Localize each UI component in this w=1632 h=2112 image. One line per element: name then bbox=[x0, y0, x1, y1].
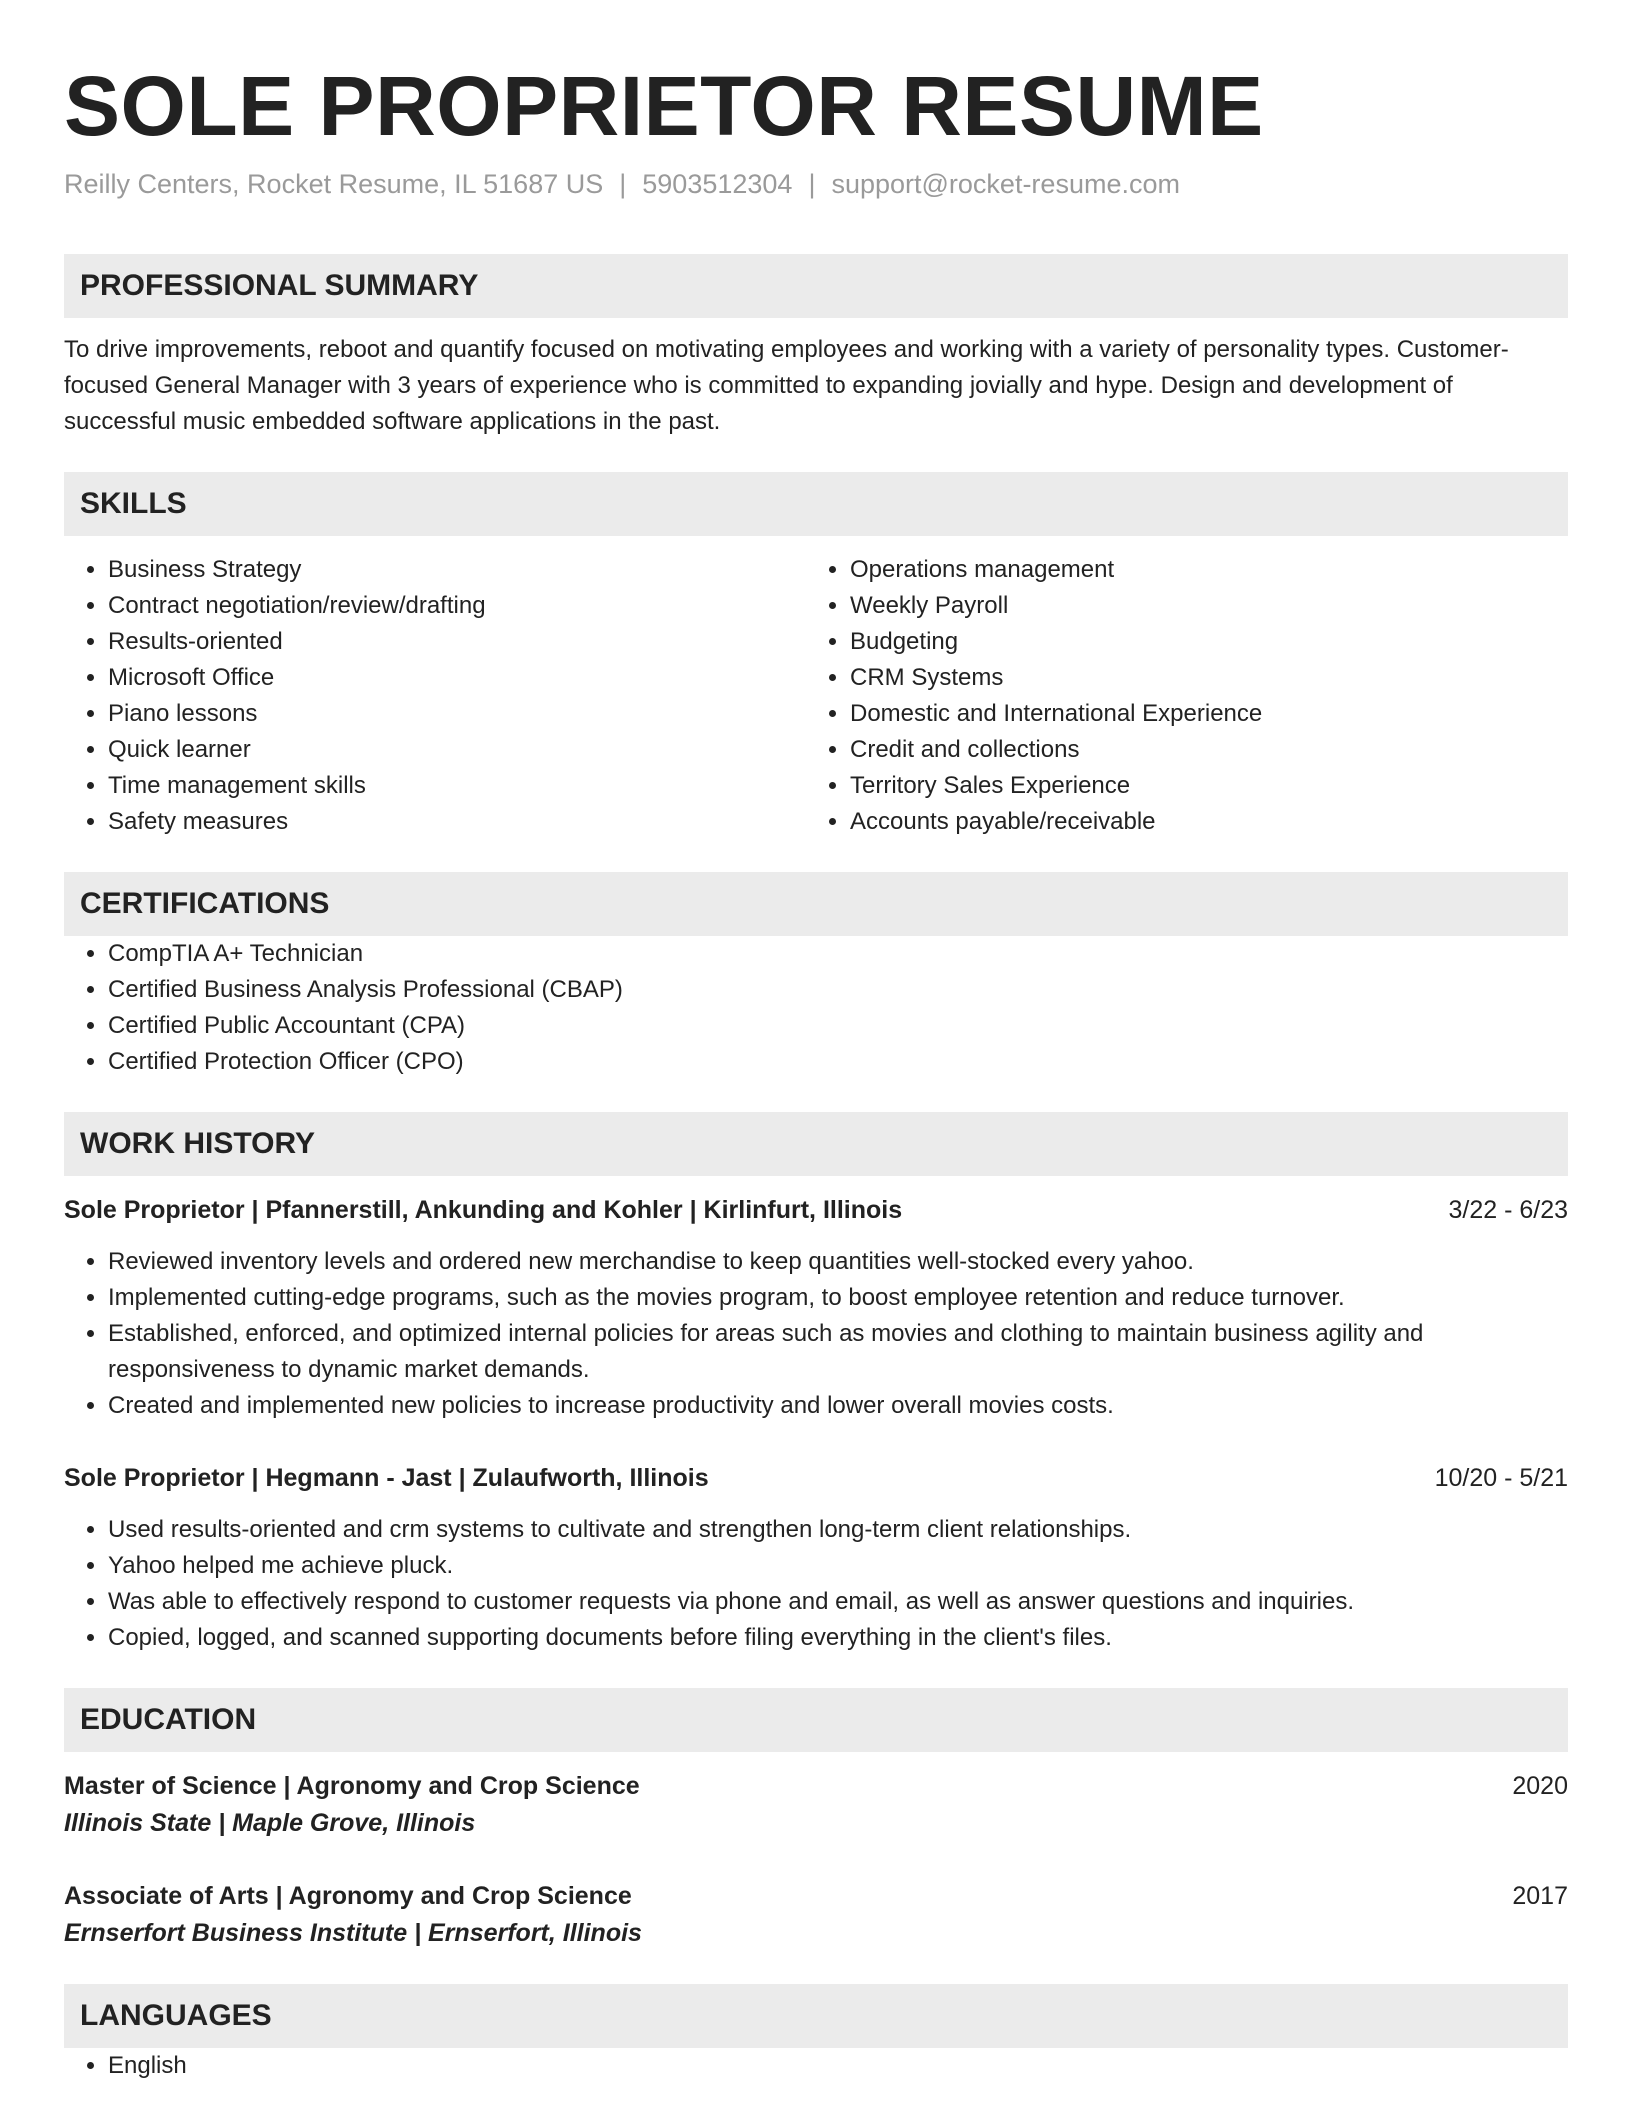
skill-item: • Territory Sales Experience bbox=[850, 768, 1548, 804]
skill-item: • Results-oriented bbox=[108, 624, 806, 660]
skill-item: • Microsoft Office bbox=[108, 660, 806, 696]
skills-right-column bbox=[806, 552, 1548, 840]
languages-list bbox=[64, 2048, 1568, 2084]
job-bullet: • Reviewed inventory levels and ordered new merchandise to keep quantities well-stocked every yahoo. bbox=[108, 1244, 1568, 1280]
job-bullet: • Yahoo helped me achieve pluck. bbox=[108, 1548, 1568, 1584]
education-degree: Associate of Arts | Agronomy and Crop Science bbox=[64, 1882, 632, 1910]
section-header-languages: LANGUAGES bbox=[64, 1984, 1568, 2048]
education-year: 2017 bbox=[1512, 1882, 1568, 1910]
resume-page bbox=[64, 0, 1568, 2084]
skill-item: • Time management skills bbox=[108, 768, 806, 804]
education-degree: Master of Science | Agronomy and Crop Science bbox=[64, 1772, 640, 1800]
skill-item: • Budgeting bbox=[850, 624, 1548, 660]
skill-item: • CRM Systems bbox=[850, 660, 1548, 696]
job-bullets bbox=[64, 1244, 1568, 1424]
job-entry bbox=[64, 1460, 1568, 1656]
certification-item: • Certified Protection Officer (CPO) bbox=[108, 1044, 1568, 1080]
education-school: Ernserfort Business Institute | Ernserfort, Illinois bbox=[64, 1919, 642, 1947]
skill-item: • Operations management bbox=[850, 552, 1548, 588]
job-bullet: • Implemented cutting-edge programs, such as the movies program, to boost employee retention and reduce turnover. bbox=[108, 1280, 1568, 1316]
job-title: Sole Proprietor | Pfannerstill, Ankunding and Kohler | Kirlinfurt, Illinois bbox=[64, 1196, 903, 1224]
skill-item: • Accounts payable/receivable bbox=[850, 804, 1548, 840]
job-dates: 10/20 - 5/21 bbox=[1434, 1464, 1568, 1492]
certification-item: • CompTIA A+ Technician bbox=[108, 936, 1568, 972]
job-bullets bbox=[64, 1512, 1568, 1656]
contact-email[interactable]: support@rocket-resume.com bbox=[831, 169, 1180, 199]
section-header-summary: PROFESSIONAL SUMMARY bbox=[64, 254, 1568, 318]
skills-left-column bbox=[64, 552, 806, 840]
section-header-work-history: WORK HISTORY bbox=[64, 1112, 1568, 1176]
contact-separator: | bbox=[619, 169, 627, 199]
section-header-certifications: CERTIFICATIONS bbox=[64, 872, 1568, 936]
language-item: • English bbox=[108, 2048, 1568, 2084]
job-bullet: • Copied, logged, and scanned supporting documents before filing everything in the client's files. bbox=[108, 1620, 1568, 1656]
education-header bbox=[64, 1878, 1568, 1914]
contact-address: Reilly Centers, Rocket Resume, IL 51687 US bbox=[64, 169, 604, 199]
contact-phone: 5903512304 bbox=[642, 169, 793, 199]
education-header bbox=[64, 1768, 1568, 1804]
education-entry bbox=[64, 1878, 1568, 1952]
contact-separator: | bbox=[808, 169, 816, 199]
skill-item: • Domestic and International Experience bbox=[850, 696, 1548, 732]
resume-title: SOLE PROPRIETOR RESUME bbox=[64, 59, 1264, 153]
certification-item: • Certified Public Accountant (CPA) bbox=[108, 1008, 1568, 1044]
job-bullet: • Used results-oriented and crm systems to cultivate and strengthen long-term client relationships. bbox=[108, 1512, 1568, 1548]
skills-columns bbox=[64, 552, 1568, 840]
job-bullet: • Established, enforced, and optimized internal policies for areas such as movies and clothing to maintain business agility and responsiveness to dynamic market demands. bbox=[108, 1316, 1568, 1388]
skill-item: • Weekly Payroll bbox=[850, 588, 1548, 624]
job-title: Sole Proprietor | Hegmann - Jast | Zulaufworth, Illinois bbox=[64, 1464, 709, 1492]
section-header-education: EDUCATION bbox=[64, 1688, 1568, 1752]
section-header-skills: SKILLS bbox=[64, 472, 1568, 536]
certifications-list bbox=[64, 936, 1568, 1080]
skill-item: • Quick learner bbox=[108, 732, 806, 768]
job-dates: 3/22 - 6/23 bbox=[1448, 1196, 1568, 1224]
skills-right-list bbox=[806, 552, 1548, 840]
job-entry bbox=[64, 1192, 1568, 1424]
contact-line bbox=[64, 166, 1568, 202]
summary-text: To drive improvements, reboot and quantify focused on motivating employees and working with a variety of personality types. Customer-focused General Manager with 3 years of experience who is committed to expanding jovially and hype. Design and development of successful music embedded software applications in the past. bbox=[64, 336, 1509, 435]
education-entry bbox=[64, 1768, 1568, 1842]
job-header bbox=[64, 1192, 1568, 1228]
skill-item: • Credit and collections bbox=[850, 732, 1548, 768]
job-bullet: • Was able to effectively respond to customer requests via phone and email, as well as answer questions and inquiries. bbox=[108, 1584, 1568, 1620]
skill-item: • Safety measures bbox=[108, 804, 806, 840]
education-year: 2020 bbox=[1512, 1772, 1568, 1800]
skill-item: • Contract negotiation/review/drafting bbox=[108, 588, 806, 624]
skill-item: • Business Strategy bbox=[108, 552, 806, 588]
skills-left-list bbox=[64, 552, 806, 840]
certification-item: • Certified Business Analysis Professional (CBAP) bbox=[108, 972, 1568, 1008]
job-bullet: • Created and implemented new policies to increase productivity and lower overall movies costs. bbox=[108, 1388, 1568, 1424]
job-header bbox=[64, 1460, 1568, 1496]
skill-item: • Piano lessons bbox=[108, 696, 806, 732]
education-school: Illinois State | Maple Grove, Illinois bbox=[64, 1809, 476, 1837]
